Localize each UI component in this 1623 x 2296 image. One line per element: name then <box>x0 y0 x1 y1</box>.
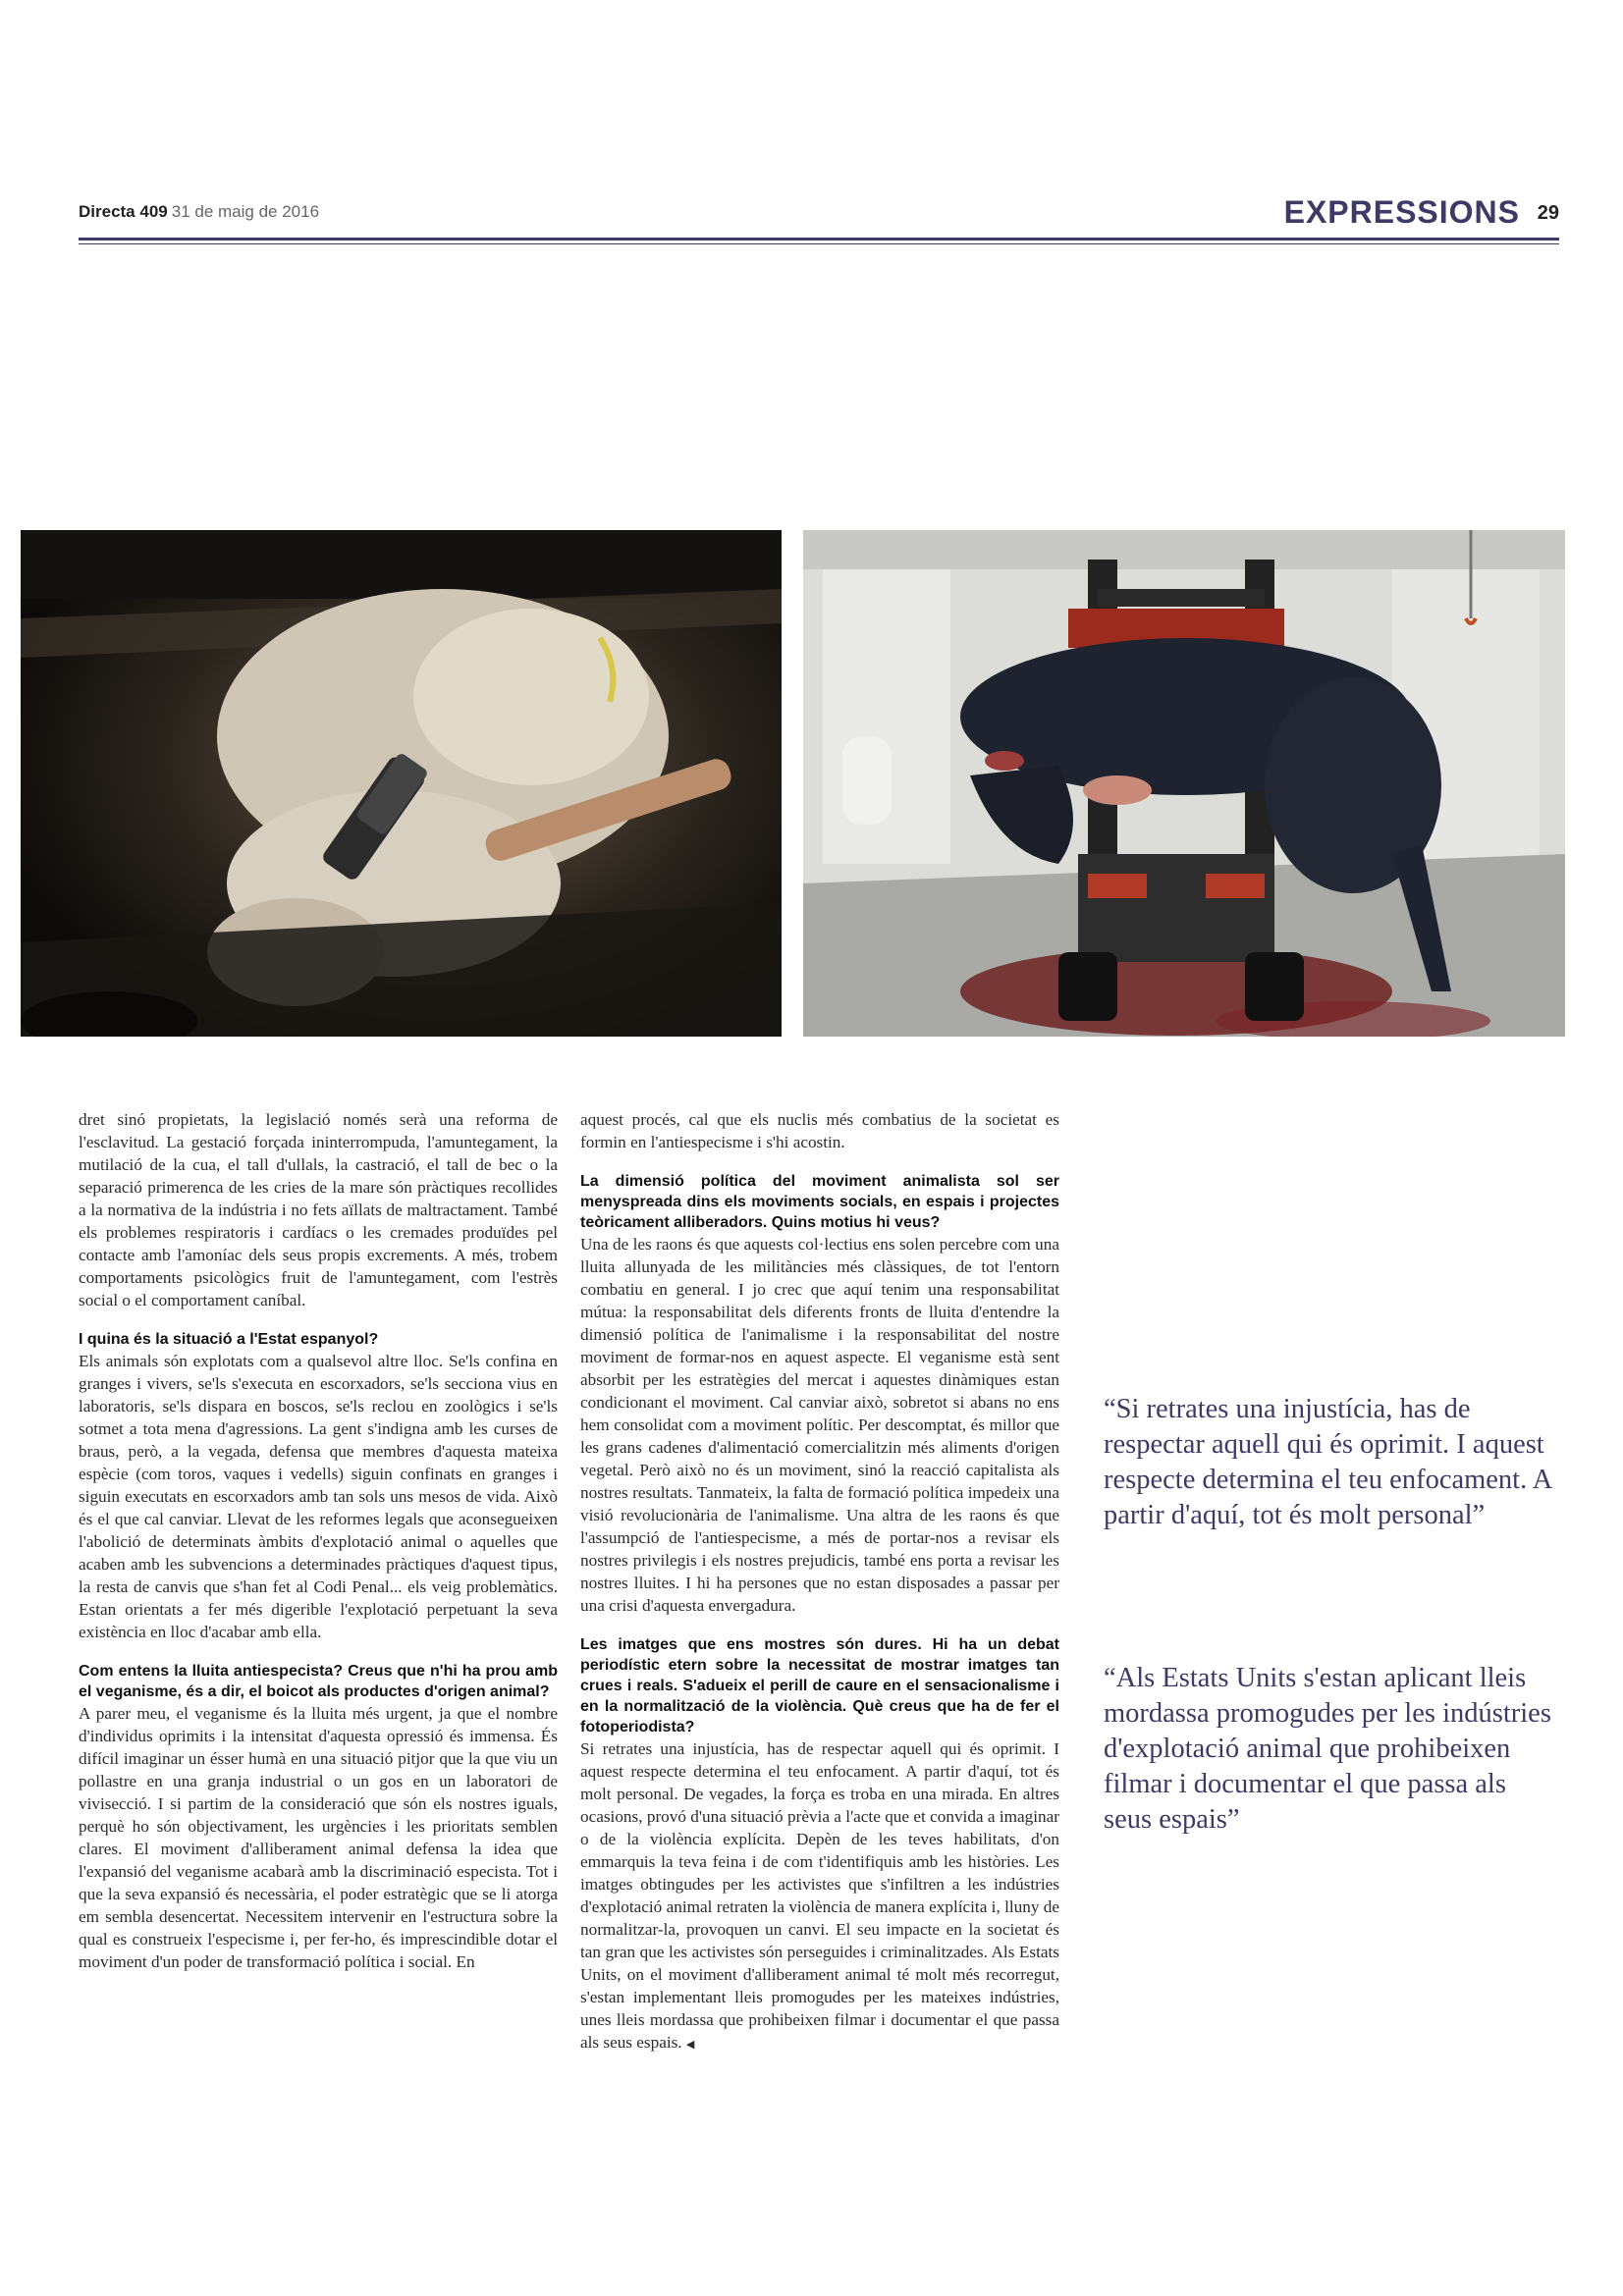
body-paragraph <box>580 1737 1059 2056</box>
issue-date: 31 de maig de 2016 <box>171 202 320 221</box>
body-paragraph: aquest procés, cal que els nuclis més combatius de la societat es formin en l'antiespecisme i s'hi acostin. <box>580 1110 1059 1151</box>
section-title: EXPRESSIONS <box>1283 194 1520 230</box>
interview-question: I quina és la situació a l'Estat espanyol? <box>79 1331 379 1348</box>
body-paragraph-text: Si retrates una injustícia, has de respectar aquell qui és oprimit. I aquest respecte determina el teu enfocament. A partir d'aquí, tot és molt personal. De vegades, la força es troba en una mirada. En altres ocasions, provó d'una situació prèvia a l'acte que et convida a imaginar o de la violència explícita. Depèn de les teves habilitats, d'on emmarquis la teva feina i de com t'identifiquis amb les històries. Les imatges obtingudes per les activistes que s'infiltren a les indústries d'explotació animal retraten la violència de manera explícita i, lluny de normalitzar-la, provoquen un canvi. El seu impacte en la societat és tan gran que les activistes són perseguides i criminalitzades. Als Estats Units, on el moviment d'alliberament animal té molt més recorregut, s'estan implementant lleis promogudes per les mateixes indústries, unes lleis mordassa que prohibeixen filmar i documentar el que passa als seus espais. <box>580 1739 1059 2052</box>
pull-quote: “Si retrates una injustícia, has de respectar aquell qui és oprimit. I aquest respecte determina el teu enfocament. A partir d'aquí, tot és molt personal” <box>1104 1394 1551 1530</box>
header-rule <box>79 238 1559 240</box>
body-paragraph: Una de les raons és que aquests col·lectius ens solen percebre com una lluita allunyada de les militàncies més clàssiques, de tot l'entorn combatiu en general. I jo crec que aquí tenim una responsabilitat mútua: la responsabilitat dels diferents fronts de lluita d'entendre la dimensió política de l'animalisme i la responsabilitat del nostre moviment de formar-nos en aquest aspecte. El veganisme està sent absorbit per les estratègies del mercat i aquestes dinàmiques estan condicionant el moviment. Cal canviar això, sobretot si abans no ens hem consolidat com a moviment polític. Per descomptat, és millor que les grans cadenes d'alimentació comercialitzin més aliments d'origen vegetal. Però això no és un moviment, sinó la reacció capitalista als nostres resultats. Tanmateix, la falta de formació política impedeix una visió revolucionària de l'animalisme. Una altra de les raons és que l'assumpció de l'antiespecisme, a més de portar-nos a revisar els nostres privilegis i els nostres prejudicis, també ens porta a revisar les nostres lluites. I hi ha persones que no estan disposades a passar per una crisi d'aquesta envergadura. <box>580 1235 1059 1615</box>
article-column-2 <box>580 1108 1059 2056</box>
photo-forklift-carcass <box>803 530 1565 1037</box>
body-paragraph: A parer meu, el veganisme és la lluita més urgent, ja que el nombre d'individus oprimits i la intensitat d'aquesta opressió és immensa. És difícil imaginar un ésser humà en una situació pitjor que la que viu un pollastre en una granja industrial o un gos en un laboratori de vivisecció. I si partim de la consideració que són els nostres iguals, perquè ho són objectivament, les urgències i les prioritats semblen clares. El moviment d'alliberament animal defensa la idea que l'expansió del veganisme acabarà amb la discriminació especista. Tot i que la seva expansió és necessària, el poder estratègic que se li atorga em sembla desencertat. Necessitem intervenir en l'estructura sobre la qual es construeix l'especisme i, per fer-ho, és imprescindible dotar el moviment d'un poder de transformació política i social. En <box>79 1704 558 1971</box>
publication-name: Directa 409 <box>79 202 168 221</box>
interview-question: La dimensió política del moviment animalista sol ser menyspreada dins els moviments socials, en espais i projectes teòricament alliberadors. Quins motius hi veus? <box>580 1173 1059 1231</box>
header-rule-thin <box>79 243 1559 244</box>
body-paragraph: dret sinó propietats, la legislació només serà una reforma de l'esclavitud. La gestació forçada ininterrompuda, l'amuntegament, la mutilació de la cua, el tall d'ullals, la castració, el tall de bec o la separació primerenca de les cries de la mare són pràctiques recollides a la normativa de la indústria i no fets aïllats de maltractament. També els problemes respiratoris i cardíacs o les cremades produïdes pel contacte amb l'amoníac dels seus propis excrements. A més, trobem comportaments psicològics fruit de l'amuntegament, com l'estrès social o el comportament caníbal. <box>79 1110 558 1309</box>
article-column-1 <box>79 1108 558 1973</box>
interview-question: Les imatges que ens mostres són dures. Hi ha un debat periodístic etern sobre la necessitat de mostrar imatges tan crues i reals. S'adueix el perill de caure en el sensacionalisme i en la normalització de la violència. Què creus que ha de fer el fotoperiodista? <box>580 1636 1059 1735</box>
interview-question: Com entens la lluita antiespecista? Creus que n'hi ha prou amb el veganisme, és a dir, el boicot als productes d'origen animal? <box>79 1663 558 1700</box>
body-paragraph: Els animals són explotats com a qualsevol altre lloc. Se'ls confina en granges i vivers, se'ls s'executa en escorxadors, se'ls secciona vius en laboratoris, se'ls dispara en boscos, se'ls reclou en zoològics i se'ls sotmet a tota mena d'agressions. La gent s'indigna amb les curses de braus, però, a la vegada, defensa que membres d'aquesta mateixa espècie (com toros, vaques i vedells) siguin confinats en granges i siguin executats en escorxadors amb tan sols uns mesos de vida. Això és el que cal canviar. Llevat de les reformes legals que aconsegueixen l'abolició de determinats àmbits d'explotació animal o aquelles que acaben amb les subvencions a determinades pràctiques d'aquest tipus, la resta de canvis que s'han fet al Codi Penal... els veig problemàtics. Estan orientats a fer més digerible l'explotació perpetuant la seva existència en lloc d'acabar amb ella. <box>79 1352 558 1641</box>
publication-info <box>79 202 319 222</box>
page-number: 29 <box>1537 202 1559 224</box>
photo-cow-stunning <box>21 530 782 1037</box>
page-header <box>79 194 1559 238</box>
pull-quote: “Als Estats Units s'estan aplicant lleis mordassa promogudes per les indústries d'explotació animal que prohibeixen filmar i documentar el que passa als seus espais” <box>1104 1663 1551 1835</box>
end-mark-icon: ◀ <box>685 2039 695 2051</box>
